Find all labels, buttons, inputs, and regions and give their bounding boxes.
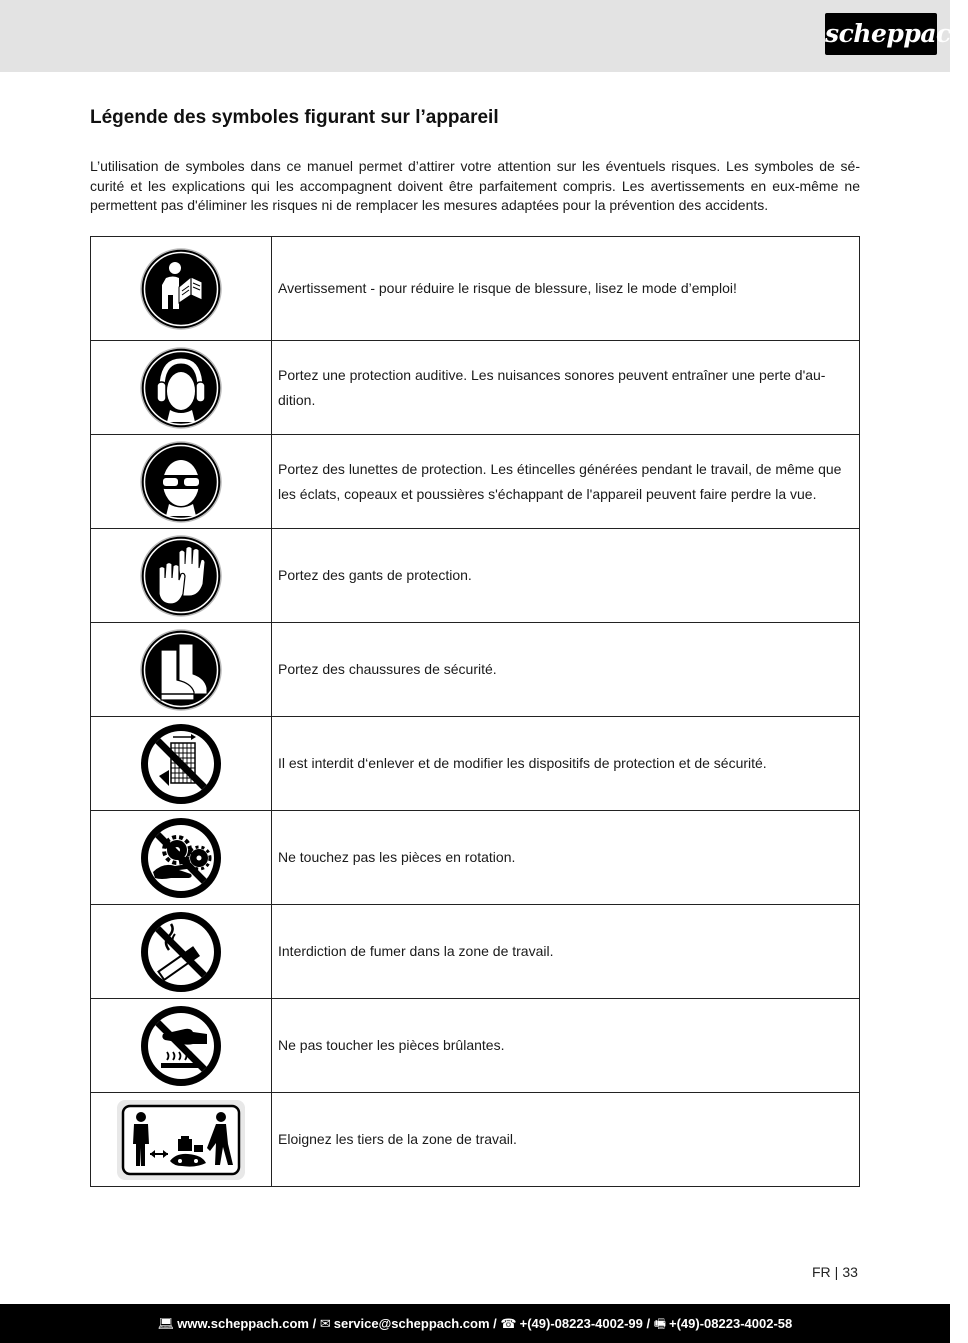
phone-icon: ☎	[500, 1316, 517, 1331]
no-remove-guard-icon	[139, 722, 223, 806]
symbol-description: Portez des chaussures de sécurité.	[272, 623, 860, 717]
symbol-description: Portez des lunettes de protection. Les étincelles générées pendant le travail, de même que les éclats, copeaux et poussières s'échappant de l'appareil peuvent faire perdre la vue.	[272, 435, 860, 529]
symbol-description: Il est interdit d‘enlever et de modifier les dispositifs de protection et de sécurité.	[272, 717, 860, 811]
page-title: Légende des symboles figurant sur l’appareil	[90, 107, 499, 128]
page-footer	[0, 1304, 950, 1343]
symbol-description: Ne pas toucher les pièces brûlantes.	[272, 999, 860, 1093]
icon-cell	[91, 905, 272, 999]
table-row	[91, 905, 860, 999]
footer-separator: /	[493, 1316, 497, 1331]
table-row	[91, 999, 860, 1093]
scheppach-logo: scheppach	[825, 13, 937, 55]
page-header	[0, 0, 968, 72]
language-code: FR	[812, 1264, 831, 1280]
gloves-icon	[139, 534, 223, 618]
symbol-description: Ne touchez pas les pièces en rotation.	[272, 811, 860, 905]
footer-separator: /	[312, 1316, 317, 1331]
table-row	[91, 717, 860, 811]
symbol-description: Portez des gants de protection.	[272, 529, 860, 623]
no-touch-rotating-icon	[139, 816, 223, 900]
table-row	[91, 341, 860, 435]
icon-cell	[91, 341, 272, 435]
intro-paragraph: L’utilisation de symboles dans ce manuel permet d’attirer votre attention sur les éventuels risques. Les symboles de sé-curité et les explications qui les accompagnent doivent être parfaitement compris. Les avertissements en eux-même ne permettent pas d'éliminer les risques ni de remplacer les mesures adaptées pour la prévention des accidents.	[90, 158, 860, 213]
footer-phone: +(49)-08223-4002-99	[519, 1316, 643, 1331]
symbol-description: Portez une protection auditive. Les nuisances sonores peuvent entraîner une perte d'au-dition.	[272, 341, 860, 435]
icon-cell	[91, 237, 272, 341]
email-icon: ✉	[319, 1316, 331, 1331]
table-row	[91, 811, 860, 905]
footer-website[interactable]: www.scheppach.com	[177, 1316, 309, 1331]
footer-email[interactable]: service@scheppach.com	[333, 1316, 490, 1331]
laptop-icon: 💻︎	[157, 1316, 175, 1331]
no-touch-hot-icon	[139, 1004, 223, 1088]
page-separator: |	[834, 1264, 839, 1280]
footer-fax: +(49)-08223-4002-58	[669, 1316, 793, 1331]
table-row	[91, 529, 860, 623]
read-manual-icon	[139, 247, 223, 331]
table-row	[91, 435, 860, 529]
icon-cell	[91, 529, 272, 623]
page-number-value: 33	[842, 1264, 858, 1280]
icon-cell	[91, 435, 272, 529]
ear-protection-icon	[139, 346, 223, 430]
symbol-description: Avertissement - pour réduire le risque de blessure, lisez le mode d’emploi!	[272, 237, 860, 341]
table-row	[91, 1093, 860, 1187]
page-number	[812, 1264, 858, 1280]
table-row	[91, 237, 860, 341]
icon-cell	[91, 811, 272, 905]
icon-cell	[91, 1093, 272, 1187]
symbol-legend-table	[90, 236, 860, 1187]
keep-bystanders-away-icon	[116, 1099, 246, 1181]
table-row	[91, 623, 860, 717]
icon-cell	[91, 623, 272, 717]
symbol-description: Interdiction de fumer dans la zone de travail.	[272, 905, 860, 999]
no-smoking-icon	[139, 910, 223, 994]
fax-icon: 🖷︎	[653, 1316, 667, 1331]
icon-cell	[91, 717, 272, 811]
eye-protection-icon	[139, 440, 223, 524]
footer-separator: /	[646, 1316, 651, 1331]
symbol-description: Eloignez les tiers de la zone de travail.	[272, 1093, 860, 1187]
icon-cell	[91, 999, 272, 1093]
safety-boots-icon	[139, 628, 223, 712]
